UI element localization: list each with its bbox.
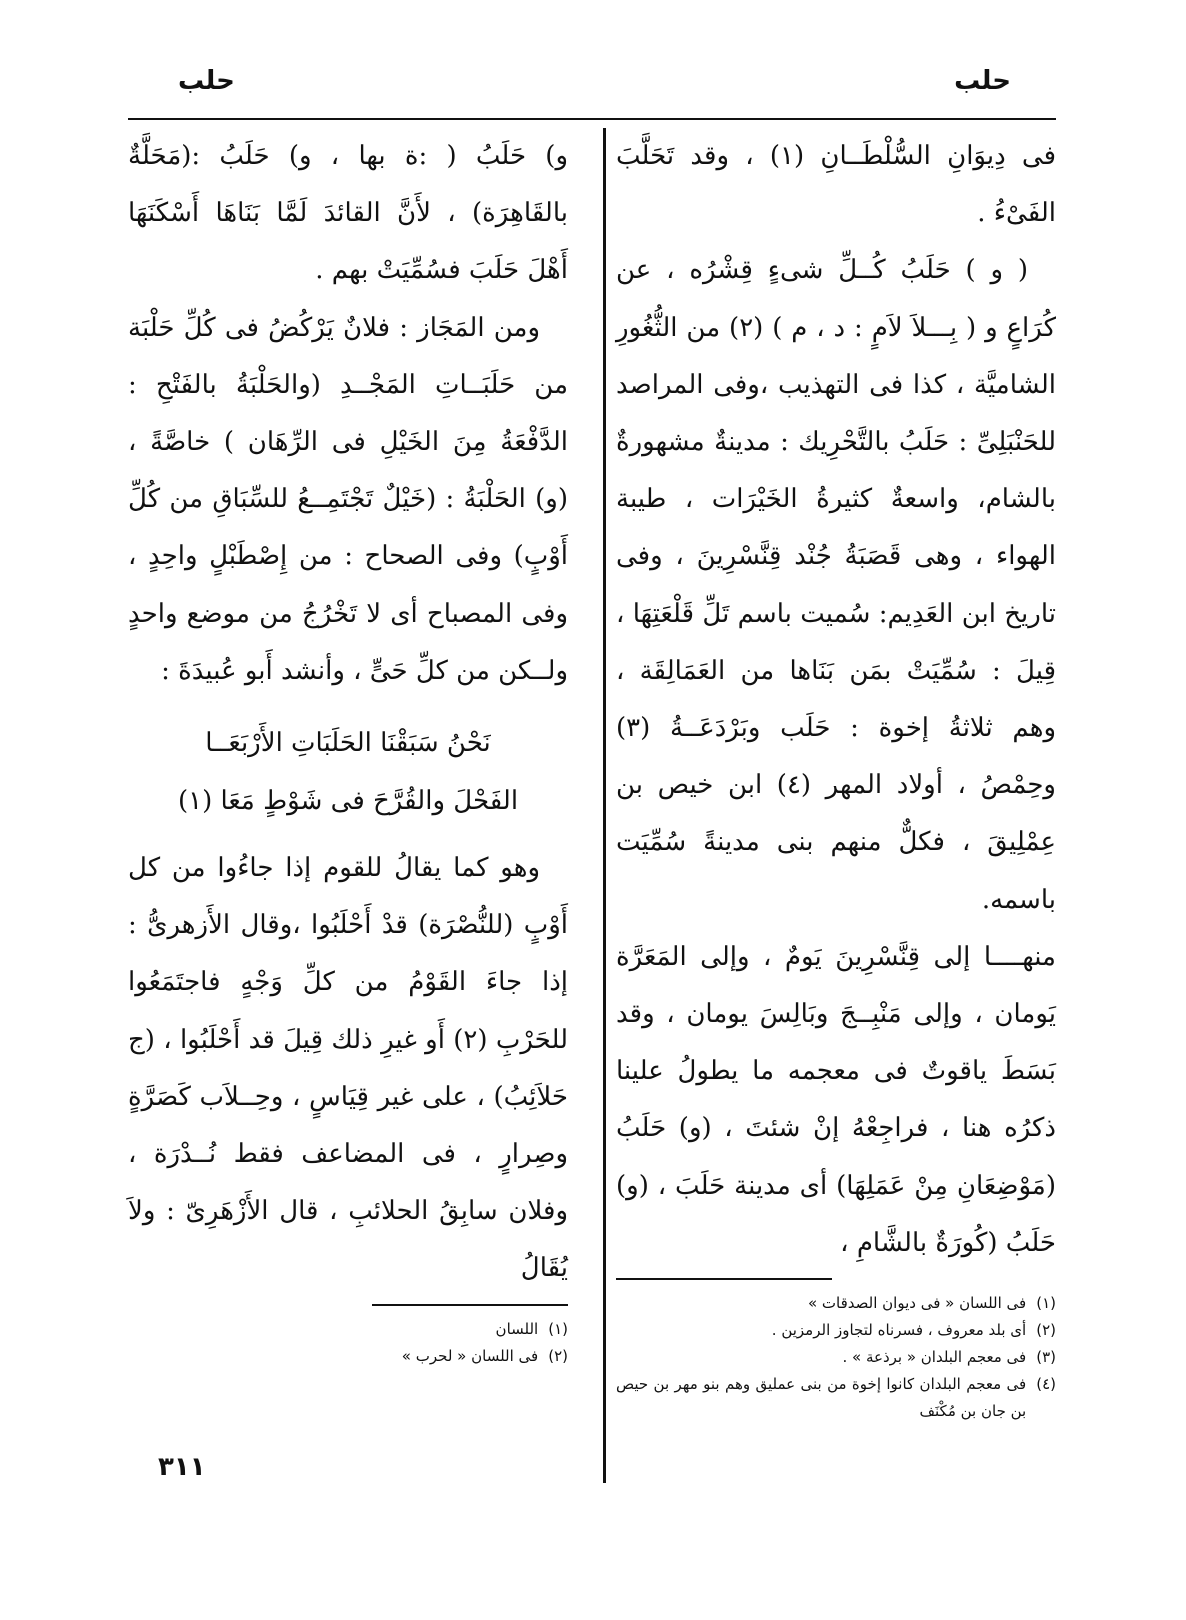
column-divider <box>603 128 606 1483</box>
page-number: ٣١١ <box>158 1452 206 1482</box>
paragraph: ( و ) حَلَبُ كُــلِّ شىءٍ قِشْرُه ، عن كُرَاعٍ و ( بِـــلاَ لاَمٍ : د ، م ) (٢) من الثُّغُورِ الشاميَّة ، كذا فى التهذيب ،وفى المراصد للحَنْبَلِىِّ : حَلَبُ بالتَّحْرِيك : مدينةٌ مشهورةٌ بالشام، واسعةٌ كثيرةُ الخَيْرَات ، طيبة الهواء ، وهى قَصَبَةُ جُنْد قِنَّسْرِينَ ، وفى تاريخ ابن العَدِيم: سُميت باسم تَلِّ قَلْعَتِهَا ، قِيلَ : سُمِّيَتْ بمَن بَنَاها من العَمَالِقَة ، وهم ثلاثةُ إخوة : حَلَب وبَرْدَعَــةُ (٣) وحِمْصُ ، أولاد المهر (٤) ابن خيص بن عِمْلِيقَ ، فكلٌّ منهم بنى مدينةً سُمِّيَت باسمه. <box>616 255 1057 915</box>
header-rule <box>128 118 1056 120</box>
verse <box>128 714 568 830</box>
footnote-text: فى اللسان « فى ديوان الصدقات » <box>807 1294 1027 1313</box>
footnote <box>616 1290 1056 1317</box>
footnote-number: (٢) <box>548 1346 568 1365</box>
left-column <box>128 128 568 1370</box>
verse-line: نَحْنُ سَبَقْنَا الحَلَبَاتِ الأَرْبَعَــا <box>205 728 491 759</box>
footnote-text: فى معجم البلدان « برذعة » . <box>842 1348 1027 1367</box>
footnote <box>128 1343 568 1370</box>
paragraph: فى دِيوَانِ السُّلْطَــانِ (١) ، وقد تَحَلَّبَ الفَىْءُ . <box>616 141 1056 229</box>
paragraph: ومن المَجَاز : فلانٌ يَرْكُضُ فى كُلِّ حَلْبَة من حَلَبَــاتِ المَجْــدِ (والحَلْبَةُ بالفَتْحِ : الدَّفْعَةُ مِنَ الخَيْلِ فى الرِّهَان ) خاصَّةً ، (و) الحَلْبَةُ : (خَيْلٌ تَجْتَمِــعُ للسِّبَاقِ من كُلِّ أَوْبٍ) وفى الصحاح : من إِصْطَبْلٍ واحِدٍ ، وفى المصباح أى لا تَخْرُجُ من موضع واحدٍ ولــكن من كلِّ حَىٍّ ، وأنشد أَبو عُبيدَةَ : <box>128 312 568 686</box>
footnote <box>128 1316 568 1343</box>
footnote-number: (١) <box>548 1319 568 1338</box>
footnote-rule <box>372 1304 568 1306</box>
footnote <box>616 1317 1056 1344</box>
right-column <box>616 128 1056 1425</box>
footnote-number: (٢) <box>1036 1321 1056 1340</box>
footnote-text: أى بلد معروف ، فسرناه لتجاوز الرمزين . <box>771 1321 1027 1340</box>
paragraph: و) حَلَبُ ( :ة بها ، و) حَلَبُ :(مَحَلَّةٌ بالقَاهِرَة) ، لأَنَّ القائدَ لَمَّا بَنَاهَا أَسْكَنَهَا أَهْلَ حَلَبَ فسُمِّيَتْ بهم . <box>128 141 568 286</box>
footnote <box>616 1371 1056 1425</box>
running-header-left: حلب <box>178 66 235 96</box>
paragraph: وهو كما يقالُ للقوم إذا جاءُوا من كل أَوْبٍ (للنُّصْرَة) قدْ أَحْلَبُوا ،وقال الأَزهرىُّ : إذا جاءَ القَوْمُ من كلِّ وَجْهٍ فاجتَمَعُوا للحَرْبِ (٢) أَو غيرِ ذلك قِيلَ قد أَحْلَبُوا ، (ج حَلاَئِبُ) ، على غير قِيَاسٍ ، وحِــلاَب كَصَرَّةٍ وصِرارٍ ، فى المضاعف فقط نُــدْرَة ، وفلان سابِقُ الحلائبِ ، قال الأَزْهَرِىّ : ولاَ يُقَالُ <box>128 853 568 1284</box>
footnote-number: (٤) <box>1036 1375 1056 1394</box>
footnote-number: (٣) <box>1036 1348 1056 1367</box>
footnote-number: (١) <box>1036 1294 1056 1313</box>
footnote-text: فى معجم البلدان كانوا إخوة من بنى عمليق وهم بنو مهر بن حيص بن جان بن مُكْنَف <box>616 1375 1027 1421</box>
paragraph: منهــــا إلى قِنَّسْرِينَ يَومٌ ، وإلى المَعَرَّة يَومان ، وإلى مَنْبِــجَ وبَالِسَ يومان ، وقد بَسَطَ ياقوتٌ فى معجمه ما يطولُ علينا ذكرُه هنا ، فراجِعْهُ إنْ شئتَ ، (و) حَلَبُ (مَوْضِعَانِ مِنْ عَمَلِهَا) أى مدينة حَلَبَ ، (و) حَلَبُ (كُورَةٌ بالشَّامِ ، <box>616 941 1056 1258</box>
footnote-rule <box>616 1278 832 1280</box>
verse-line: الفَحْلَ والقُرَّحَ فى شَوْطٍ مَعَا (١) <box>177 786 519 817</box>
footnote-text: فى اللسان « لحرب » <box>401 1346 539 1365</box>
footnote-text: اللسان <box>495 1319 539 1338</box>
footnote <box>616 1344 1056 1371</box>
running-header-right: حلب <box>954 66 1011 96</box>
